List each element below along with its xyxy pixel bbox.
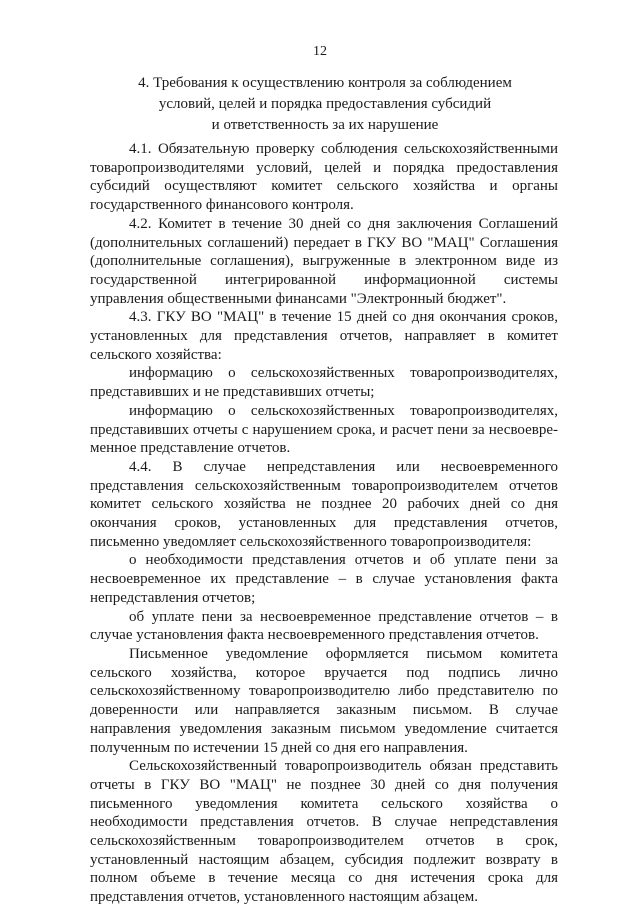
- paragraph-4-3-item-1: информацию о сельскохозяйственных товаропроизводителях, представивших и не представивших отчеты;: [90, 365, 558, 401]
- heading-line-1: 4. Требования к осуществлению контроля за соблюдением: [138, 75, 512, 91]
- paragraph-4-3-item-2: информацию о сельскохозяйственных товаропроизводителях, представивших отчеты с нарушением срока, и расчет пени за несвоевременное представление отчетов.: [90, 402, 558, 457]
- section-heading: [90, 73, 560, 136]
- paragraph-4-4-item-2: об уплате пени за несвоевременное представление отчетов – в случае установления факта несвоевременного представления отчетов.: [90, 608, 558, 644]
- paragraph-4-2: 4.2. Комитет в течение 30 дней со дня заключения Соглашений (дополнительных соглашений) передает в ГКУ ВО "МАЦ" Соглашения (дополнительные соглашения), выгруженные в электронном виде из государственной интегрированной информационной системы управления общественными финансами "Электронный бюджет".: [90, 215, 558, 307]
- paragraph-obligation: Сельскохозяйственный товаропроизводитель обязан представить отчеты в ГКУ ВО "МАЦ" не позднее 30 дней со дня получения письменного уведомления комитета сельского хозяйства о необходимости представления отчетов. В случае непредставления сельскохозяйственным товаропроизводителем отчетов в срок, установленный настоящим абзацем, субсидия подлежит возврату в полном объеме в течение месяца со дня истечения срока для представления отчетов, установленного настоящим абзацем.: [90, 758, 558, 906]
- paragraph-notice: Письменное уведомление оформляется письмом комитета сельского хозяйства, которое вручается под подпись лично сельскохозяйственному товаропроизводителю либо представителю по доверенности или направляется заказным письмом. В случае направления уведомления заказным письмом уведомление считается полученным по истечении 15 дней со дня его направления.: [90, 645, 558, 756]
- page-number: 12: [313, 44, 327, 59]
- paragraph-4-3: 4.3. ГКУ ВО "МАЦ" в течение 15 дней со дня окончания сроков, установленных для представления отчетов, направляет в комитет сельского хозяйства:: [90, 309, 558, 363]
- document-body: [90, 140, 558, 907]
- paragraph-4-4-item-1: о необходимости представления отчетов и об уплате пени за несвоевременное их представление – в случае установления факта непредставления отчетов;: [90, 552, 558, 606]
- heading-line-3: и ответственность за их нарушение: [211, 117, 439, 133]
- paragraph-4-4: 4.4. В случае непредставления или несвоевременного представления сельскохозяйственным товаропроизводителем отчетов комитет сельского хозяйства не позднее 20 рабочих дней со дня окончания сроков, установленных для представления отчетов, письменно уведомляет сельскохозяйственного товаропроизводителя:: [90, 458, 558, 550]
- paragraph-4-1: 4.1. Обязательную проверку соблюдения сельскохозяйственными товаропроизводителями условий, целей и порядка предоставления субсидий осуществляют комитет сельского хозяйства и органы государственного финансового контроля.: [90, 141, 558, 214]
- heading-line-2: условий, целей и порядка предоставления субсидий: [158, 96, 492, 112]
